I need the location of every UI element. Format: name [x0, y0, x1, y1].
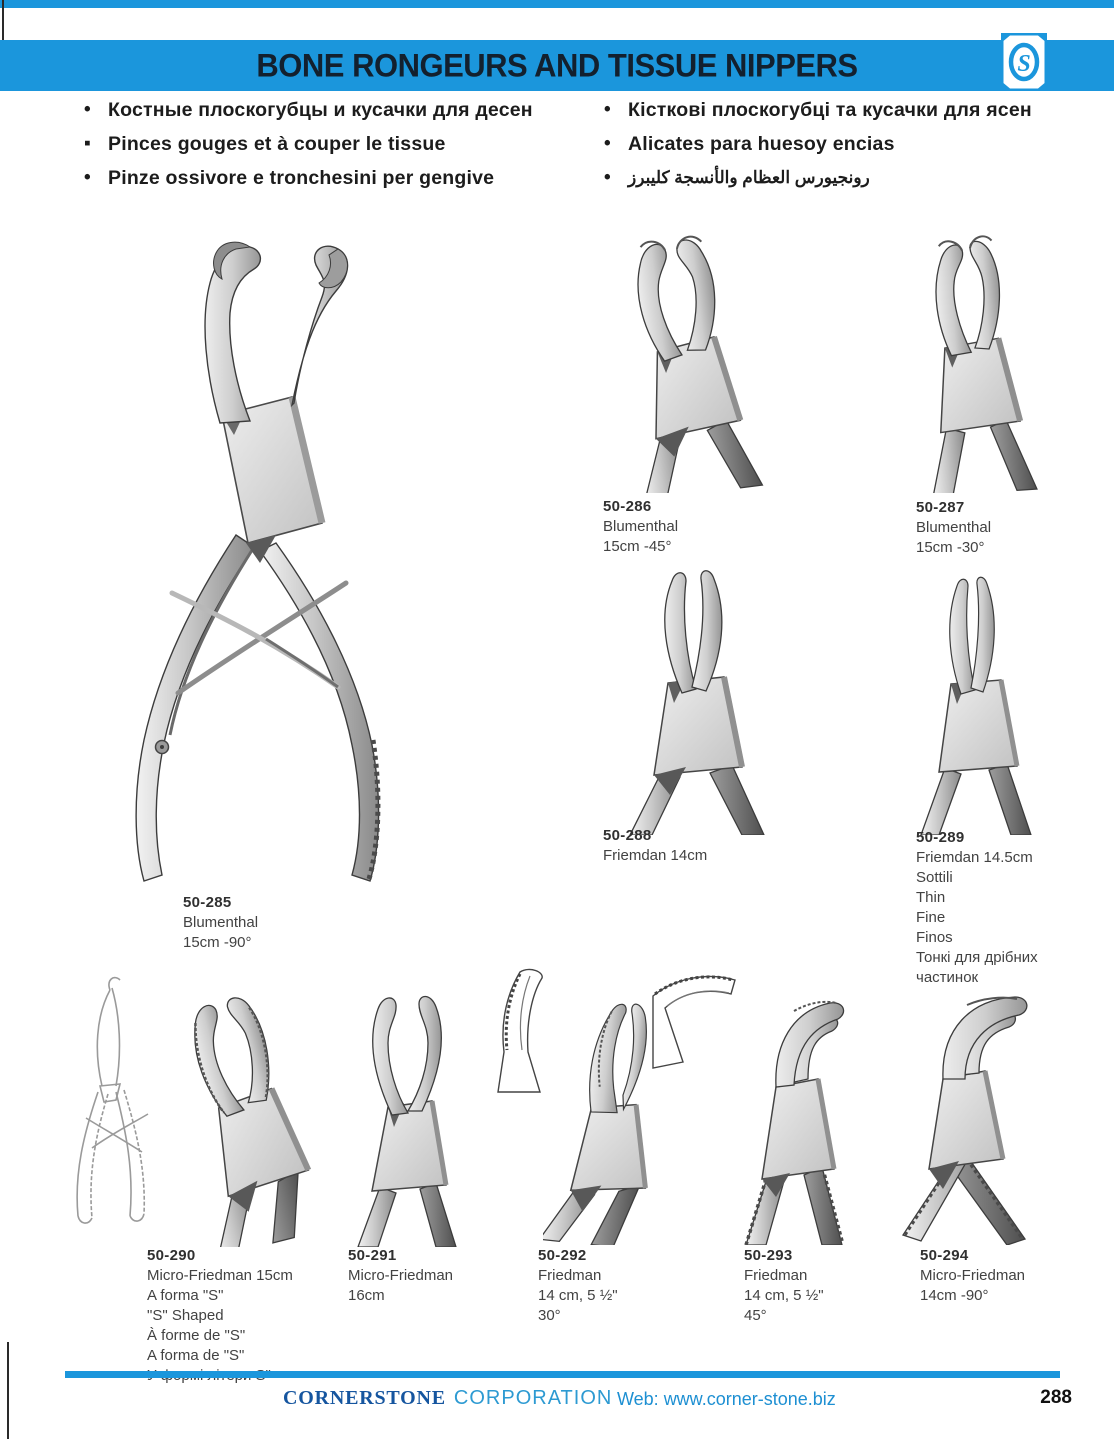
- bullet-item: [604, 166, 1114, 190]
- product-label-50-292: [538, 1246, 618, 1326]
- product-description-line: A forma "S": [147, 1287, 224, 1304]
- instrument-50-290-illustration: [165, 985, 315, 1247]
- product-description: [916, 848, 1038, 988]
- instrument-50-291-illustration: [340, 985, 470, 1247]
- product-description-line: Finos: [916, 929, 953, 946]
- product-description-line: Blumenthal: [183, 914, 259, 931]
- product-label-50-289: [916, 828, 1038, 988]
- svg-text:S: S: [1017, 51, 1031, 77]
- product-description-line: A forma de "S": [147, 1347, 245, 1364]
- top-blue-strip: [0, 0, 1114, 8]
- instrument-50-293-illustration: [738, 983, 853, 1245]
- product-description-line: Friemdan 14cm: [603, 847, 708, 864]
- instrument-50-293-tip-outline: [645, 966, 750, 1078]
- product-description-line: 15cm -45°: [603, 538, 672, 555]
- bullet-marker: •: [604, 133, 611, 154]
- product-description-line: Thin: [916, 889, 946, 906]
- product-description-line: частинок: [916, 969, 979, 986]
- page-title: BONE RONGEURS AND TISSUE NIPPERS: [256, 47, 858, 84]
- product-description-line: Friemdan 14.5cm: [916, 849, 1033, 866]
- product-description-line: Blumenthal: [603, 518, 679, 535]
- product-label-50-293: [744, 1246, 824, 1326]
- product-label-50-287: [916, 498, 991, 558]
- instrument-50-286-illustration: [585, 228, 795, 493]
- product-label-50-285: [183, 893, 258, 953]
- bullet-item: [84, 166, 604, 190]
- bullet-item: [604, 98, 1114, 122]
- product-code: 50-294: [920, 1247, 969, 1264]
- product-description-line: Sottili: [916, 869, 953, 886]
- product-description-line: Blumenthal: [916, 519, 992, 536]
- product-code: 50-292: [538, 1247, 587, 1264]
- instrument-50-288-illustration: [590, 565, 805, 835]
- bullet-marker: •: [84, 99, 91, 120]
- product-code: 50-288: [603, 827, 652, 844]
- product-description-line: 15cm -90°: [183, 934, 252, 951]
- product-label-50-286: [603, 497, 678, 557]
- product-description: [183, 913, 258, 953]
- product-description-line: À forme de "S": [147, 1327, 246, 1344]
- bullet-text: Pinze ossivore e tronchesini per gengive: [108, 167, 495, 189]
- product-description-line: 14 cm, 5 ½": [744, 1287, 824, 1304]
- footer-company: [283, 1387, 612, 1410]
- product-description-line: Friedman: [744, 1267, 808, 1284]
- bullet-item: [604, 132, 1114, 156]
- product-description-line: 15cm -30°: [916, 539, 985, 556]
- product-code: 50-293: [744, 1247, 793, 1264]
- product-description: [920, 1266, 1025, 1306]
- product-description-line: "S" Shaped: [147, 1307, 224, 1324]
- bullet-item: [84, 132, 604, 156]
- bullet-list-left: [84, 98, 604, 200]
- product-description-line: Micro-Friedman: [348, 1267, 454, 1284]
- bullet-marker: •: [604, 167, 611, 188]
- product-label-50-294: [920, 1246, 1025, 1306]
- product-description: [603, 517, 678, 557]
- scan-edge-artifact-bottom: [7, 1342, 9, 1439]
- instrument-50-294-illustration: [885, 983, 1070, 1245]
- bullet-text: Кісткові плоскогубці та кусачки для ясен: [628, 99, 1032, 121]
- product-code: 50-290: [147, 1247, 196, 1264]
- bullet-text: Pinces gouges et à couper le tissue: [108, 133, 446, 155]
- bullet-list-right: [604, 98, 1114, 200]
- bullet-marker: •: [604, 99, 611, 120]
- product-code: 50-286: [603, 498, 652, 515]
- product-label-50-290: [147, 1246, 293, 1386]
- instrument-50-290-outline-illustration: [58, 968, 178, 1230]
- product-description-line: 30°: [538, 1307, 561, 1324]
- cornerstone-logo-icon: [1001, 33, 1047, 91]
- bullet-item: [84, 98, 604, 122]
- instrument-50-287-illustration: [890, 228, 1060, 493]
- product-code: 50-285: [183, 894, 232, 911]
- scan-edge-artifact-top: [2, 0, 4, 42]
- product-description-line: 14 cm, 5 ½": [538, 1287, 618, 1304]
- product-description-line: Micro-Friedman: [920, 1267, 1026, 1284]
- instrument-50-292-illustration: [543, 983, 658, 1245]
- product-description-line: Тонкі для дрібних: [916, 949, 1038, 966]
- product-description-line: Friedman: [538, 1267, 602, 1284]
- footer-company-suffix: CORPORATION: [453, 1387, 613, 1409]
- product-description-line: 14cm -90°: [920, 1287, 989, 1304]
- product-description: [916, 518, 991, 558]
- product-code: 50-291: [348, 1247, 397, 1264]
- page-number: 288: [1040, 1387, 1072, 1408]
- product-description: [603, 846, 707, 866]
- instrument-50-285-illustration: [70, 225, 430, 890]
- product-description-line: 16cm: [348, 1287, 385, 1304]
- product-label-50-288: [603, 826, 707, 866]
- bullet-text: Костные плоскогубцы и кусачки для десен: [108, 99, 533, 121]
- product-description-line: Fine: [916, 909, 946, 926]
- product-description: [147, 1266, 293, 1386]
- product-description: [538, 1266, 618, 1326]
- instrument-50-289-illustration: [895, 570, 1060, 835]
- product-description: [348, 1266, 453, 1306]
- bullet-text: رونجيورس العظام والأنسجة كليبرز: [628, 168, 870, 187]
- product-description: [744, 1266, 824, 1326]
- product-code: 50-289: [916, 829, 965, 846]
- product-description-line: 45°: [744, 1307, 767, 1324]
- bullet-marker: ▪: [84, 133, 91, 154]
- footer-website: Web: www.corner-stone.biz: [617, 1389, 836, 1409]
- product-label-50-291: [348, 1246, 453, 1306]
- bullet-text: Alicates para huesoy encias: [628, 133, 895, 155]
- footer-company-name: CORNERSTONE: [283, 1387, 446, 1409]
- product-description-line: Micro-Friedman 15cm: [147, 1267, 293, 1284]
- bullet-marker: •: [84, 167, 91, 188]
- product-code: 50-287: [916, 499, 965, 516]
- footer-rule: [65, 1371, 1060, 1378]
